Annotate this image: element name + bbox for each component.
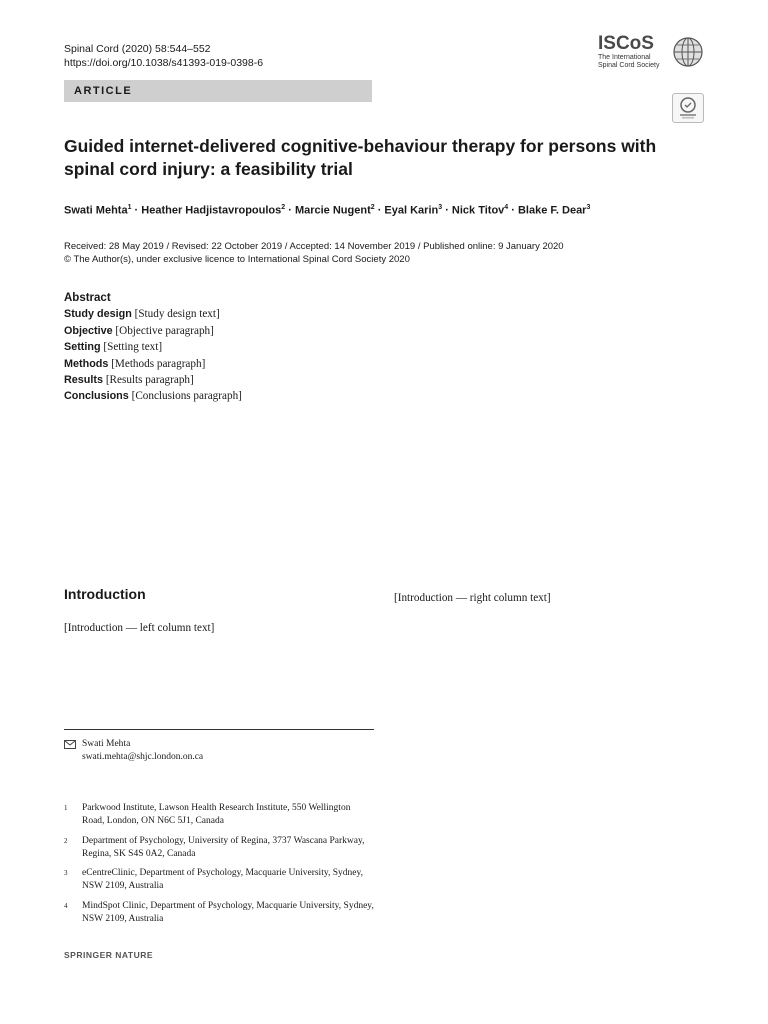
author-name[interactable]: Blake F. Dear [517,204,587,217]
affiliation-number: 1 [64,804,68,812]
author-separator: · [131,204,142,217]
author-affiliation-marker: 3 [586,204,591,211]
affiliation-text: eCentreClinic, Department of Psychology, Macquarie University, Sydney, NSW 2109, Australia [82,868,363,891]
abstract-section-label: Setting [64,341,101,354]
abstract-section-text: [Study design text] [134,308,220,321]
author-name[interactable]: Nick Titov [451,204,505,217]
abstract-section-text: [Methods paragraph] [111,357,206,370]
abstract [64,290,704,405]
author-affiliation-marker: 2 [370,204,375,211]
logo-subtitle-line-1: The International [598,54,651,61]
affiliation-item [64,835,374,861]
paper-title: Guided internet-delivered cognitive-behaviour therapy for persons with spinal cord injury: a feasibility trial [64,136,657,179]
abstract-section [64,339,704,355]
correspondence-block [64,738,374,764]
affiliation-number: 3 [64,869,68,877]
logo-subtitle-line-2: Spinal Cord Society [598,62,660,69]
author-affiliation-marker: 1 [127,204,132,211]
affiliation-text: Department of Psychology, University of Regina, 3737 Wascana Parkway, Regina, SK S4S 0A2, Canada [82,836,365,859]
article-type-banner: ARTICLE [64,80,372,102]
abstract-heading: Abstract [64,292,111,304]
author-affiliation-marker: 2 [281,204,286,211]
abstract-section [64,372,704,388]
journal-header [64,42,263,70]
author-separator: · [508,204,518,217]
history-dates: Received: 28 May 2019 / Revised: 22 October 2019 / Accepted: 14 November 2019 / Published online: 9 January 2020 [64,241,564,252]
author-separator: · [442,204,452,217]
abstract-section-text: [Conclusions paragraph] [131,390,242,403]
affiliation-text: MindSpot Clinic, Department of Psychology, Macquarie University, Sydney, NSW 2109, Australia [82,901,374,924]
society-logo [598,34,706,78]
abstract-section-text: [Objective paragraph] [115,324,214,337]
author-name[interactable]: Swati Mehta [64,204,128,217]
publisher-logo: SPRINGER NATURE [64,950,154,960]
affiliation-item [64,900,374,926]
intro-right-column: [Introduction — right column text] [394,592,551,604]
affiliation-number: 2 [64,837,68,845]
abstract-section-label: Objective [64,324,113,337]
abstract-section-label: Conclusions [64,390,129,403]
author-list [64,204,724,217]
affiliation-item [64,802,374,828]
logo-wordmark: ISCoS [598,33,654,54]
check-for-updates-badge[interactable] [672,93,704,123]
affiliation-item [64,867,374,893]
author-name[interactable]: Marcie Nugent [294,204,371,217]
abstract-section [64,388,704,404]
globe-icon [672,36,704,72]
author-separator: · [285,204,295,217]
copyright-notice: © The Author(s), under exclusive licence to International Spinal Cord Society 2020 [64,254,410,265]
corresponding-author-email[interactable]: swati.mehta@shjc.london.on.ca [82,752,204,762]
check-for-updates-icon [673,94,703,122]
affiliation-number: 4 [64,902,68,910]
abstract-section-label: Results [64,374,104,387]
intro-left-column: [Introduction — left column text] [64,622,215,634]
corresponding-author-name: Swati Mehta [82,739,131,749]
publication-dates [64,240,704,266]
abstract-section [64,306,704,322]
doi-link[interactable]: https://doi.org/10.1038/s41393-019-0398-6 [64,57,264,69]
abstract-section [64,323,704,339]
abstract-section-label: Methods [64,357,109,370]
abstract-section-label: Study design [64,308,132,321]
abstract-section-text: [Results paragraph] [105,374,194,387]
affiliation-text: Parkwood Institute, Lawson Health Research Institute, 550 Wellington Road, London, ON N6C 5J1, Canada [82,803,351,826]
author-name[interactable]: Heather Hadjistavropoulos [141,204,282,217]
abstract-sections [64,306,704,404]
abstract-section-text: [Setting text] [103,341,163,354]
abstract-section [64,356,704,372]
section-heading-introduction: Introduction [64,586,146,602]
envelope-icon [64,740,76,749]
author-affiliation-marker: 4 [504,204,509,211]
footnote-divider [64,729,374,730]
author-name[interactable]: Eyal Karin [384,204,439,217]
author-affiliation-marker: 3 [438,204,443,211]
author-separator: · [374,204,385,217]
journal-citation: Spinal Cord (2020) 58:544–552 [64,43,211,55]
